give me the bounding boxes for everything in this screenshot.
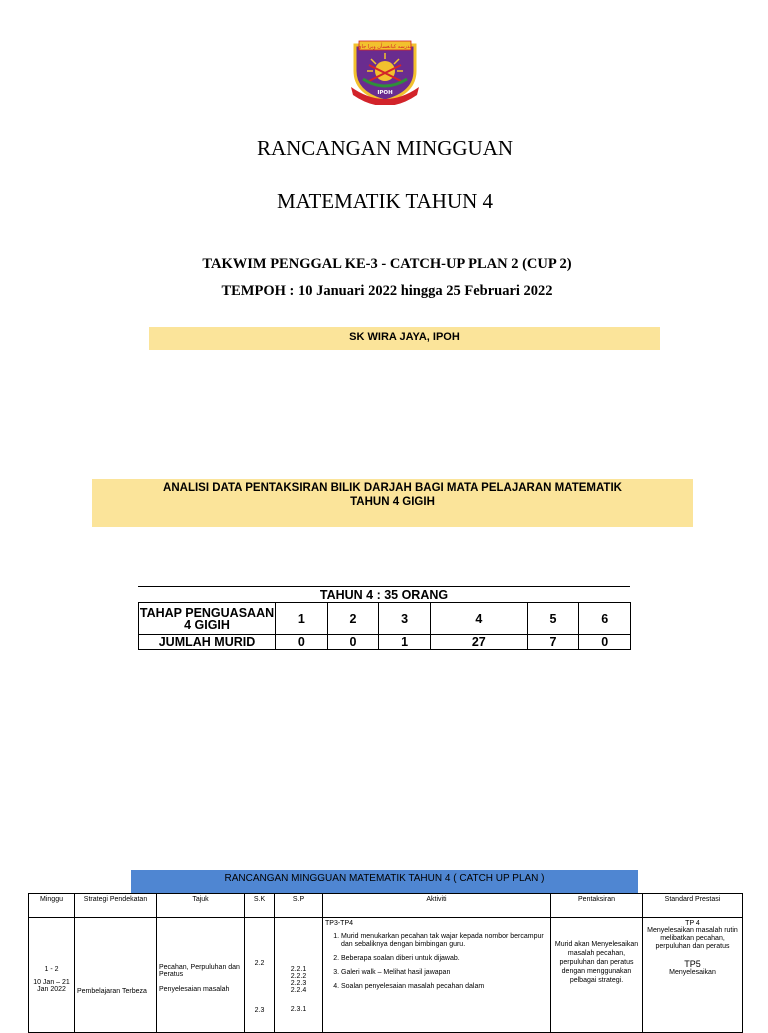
aktiviti-item: 4. Soalan penyelesaian masalah pecahan dalam [341, 983, 548, 991]
cell-tajuk [157, 918, 245, 1033]
weekly-plan-table [28, 893, 743, 1033]
sk-2: 2.3 [254, 1007, 265, 1014]
cell-sp [275, 918, 323, 1033]
sp-item: 2.2.4 [290, 987, 307, 994]
level-cell: 1 [276, 603, 328, 635]
tempoh-line: TEMPOH : 10 Januari 2022 hingga 25 Februari 2022 [221, 283, 553, 299]
aktiviti-tp: TP3-TP4 [325, 920, 354, 927]
logo-banner-text: مدرسه كبانغسأن ويرا جاي [357, 44, 413, 50]
cell-minggu [29, 918, 75, 1033]
analysis-line-1: ANALISI DATA PENTAKSIRAN BILIK DARJAH BAGI MATA PELAJARAN MATEMATIK [163, 482, 622, 494]
sp-tp4-label: TP 4 [685, 920, 700, 927]
aktiviti-item: 1. Murid menukarkan pecahan tak wajar kepada nombor bercampur dan sebaliknya dengan bimbingan guru. [341, 933, 548, 949]
summary-table [138, 602, 631, 650]
level-cell: 6 [579, 603, 631, 635]
analysis-banner [92, 479, 693, 527]
level-cell: 5 [527, 603, 579, 635]
header-tajuk: Tajuk [157, 894, 245, 918]
aktiviti-item: 2. Beberapa soalan diberi untuk dijawab. [341, 955, 548, 963]
level-cell: 4 [430, 603, 527, 635]
subject-title: MATEMATIK TAHUN 4 [276, 189, 494, 213]
cell-standard-prestasi [643, 918, 743, 1033]
count-cell: 1 [379, 635, 431, 650]
sp-tp5-desc: Menyelesaikan [669, 969, 716, 976]
count-cell: 0 [579, 635, 631, 650]
header-sp: S.P [275, 894, 323, 918]
header-strategi: Strategi Pendekatan [75, 894, 157, 918]
count-cell: 0 [276, 635, 328, 650]
aktiviti-list [325, 933, 548, 991]
count-cell: 27 [430, 635, 527, 650]
cell-pentaksiran [551, 918, 643, 1033]
analysis-line-2: TAHUN 4 GIGIH [350, 496, 435, 508]
logo-city-text: IPOH [377, 90, 393, 96]
sp-item: 2.2.1 [290, 966, 307, 973]
minggu-range: 1 - 2 [44, 966, 59, 973]
school-crest-logo [349, 37, 421, 105]
level-cell: 3 [379, 603, 431, 635]
cell-sk [245, 918, 275, 1033]
count-cell: 7 [527, 635, 579, 650]
level-cell: 2 [327, 603, 379, 635]
sk-1: 2.2 [254, 960, 265, 967]
cell-strategi [75, 918, 157, 1033]
school-name-banner: SK WIRA JAYA, IPOH [149, 327, 660, 350]
aktiviti-item: 3. Galeri walk – Melihat hasil jawapan [341, 969, 548, 977]
cell-aktiviti [323, 918, 551, 1033]
takwim-line: TAKWIM PENGGAL KE-3 - CATCH-UP PLAN 2 (CUP 2) [202, 256, 572, 272]
minggu-dates: 10 Jan – 21 Jan 2022 [33, 979, 70, 993]
count-cell: 0 [327, 635, 379, 650]
summary-caption: TAHUN 4 : 35 ORANG [138, 586, 630, 602]
level-label-cell: TAHAP PENGUASAAN 4 GIGIH [139, 603, 276, 635]
sp-item: 2.2.3 [290, 980, 307, 987]
count-label-cell: JUMLAH MURID [139, 635, 276, 650]
pentaksiran-text: Murid akan Menyelesaikan masalah pecahan, perpuluhan dan peratus dengan menggunakan pelbagai strategi. [554, 941, 639, 984]
header-sk: S.K [245, 894, 275, 918]
header-aktiviti: Aktiviti [323, 894, 551, 918]
tajuk-text-2: Penyelesaian masalah [159, 986, 230, 993]
sp-tp5-label: TP5 [684, 959, 701, 969]
header-minggu: Minggu [29, 894, 75, 918]
header-pentaksiran: Pentaksiran [551, 894, 643, 918]
sp-tp4-desc: Menyelesaikan masalah rutin melibatkan pecahan, perpuluhan dan peratus [647, 927, 738, 950]
sp-item: 2.3.1 [290, 1006, 307, 1013]
header-standard-prestasi: Standard Prestasi [643, 894, 743, 918]
page-title: RANCANGAN MINGGUAN [256, 136, 514, 160]
tajuk-text-1: Pecahan, Perpuluhan dan Peratus [159, 964, 240, 978]
strategi-text: Pembelajaran Terbeza [77, 988, 147, 995]
sp-item: 2.2.2 [290, 973, 307, 980]
plan-caption: RANCANGAN MINGGUAN MATEMATIK TAHUN 4 ( CATCH UP PLAN ) [131, 870, 638, 894]
